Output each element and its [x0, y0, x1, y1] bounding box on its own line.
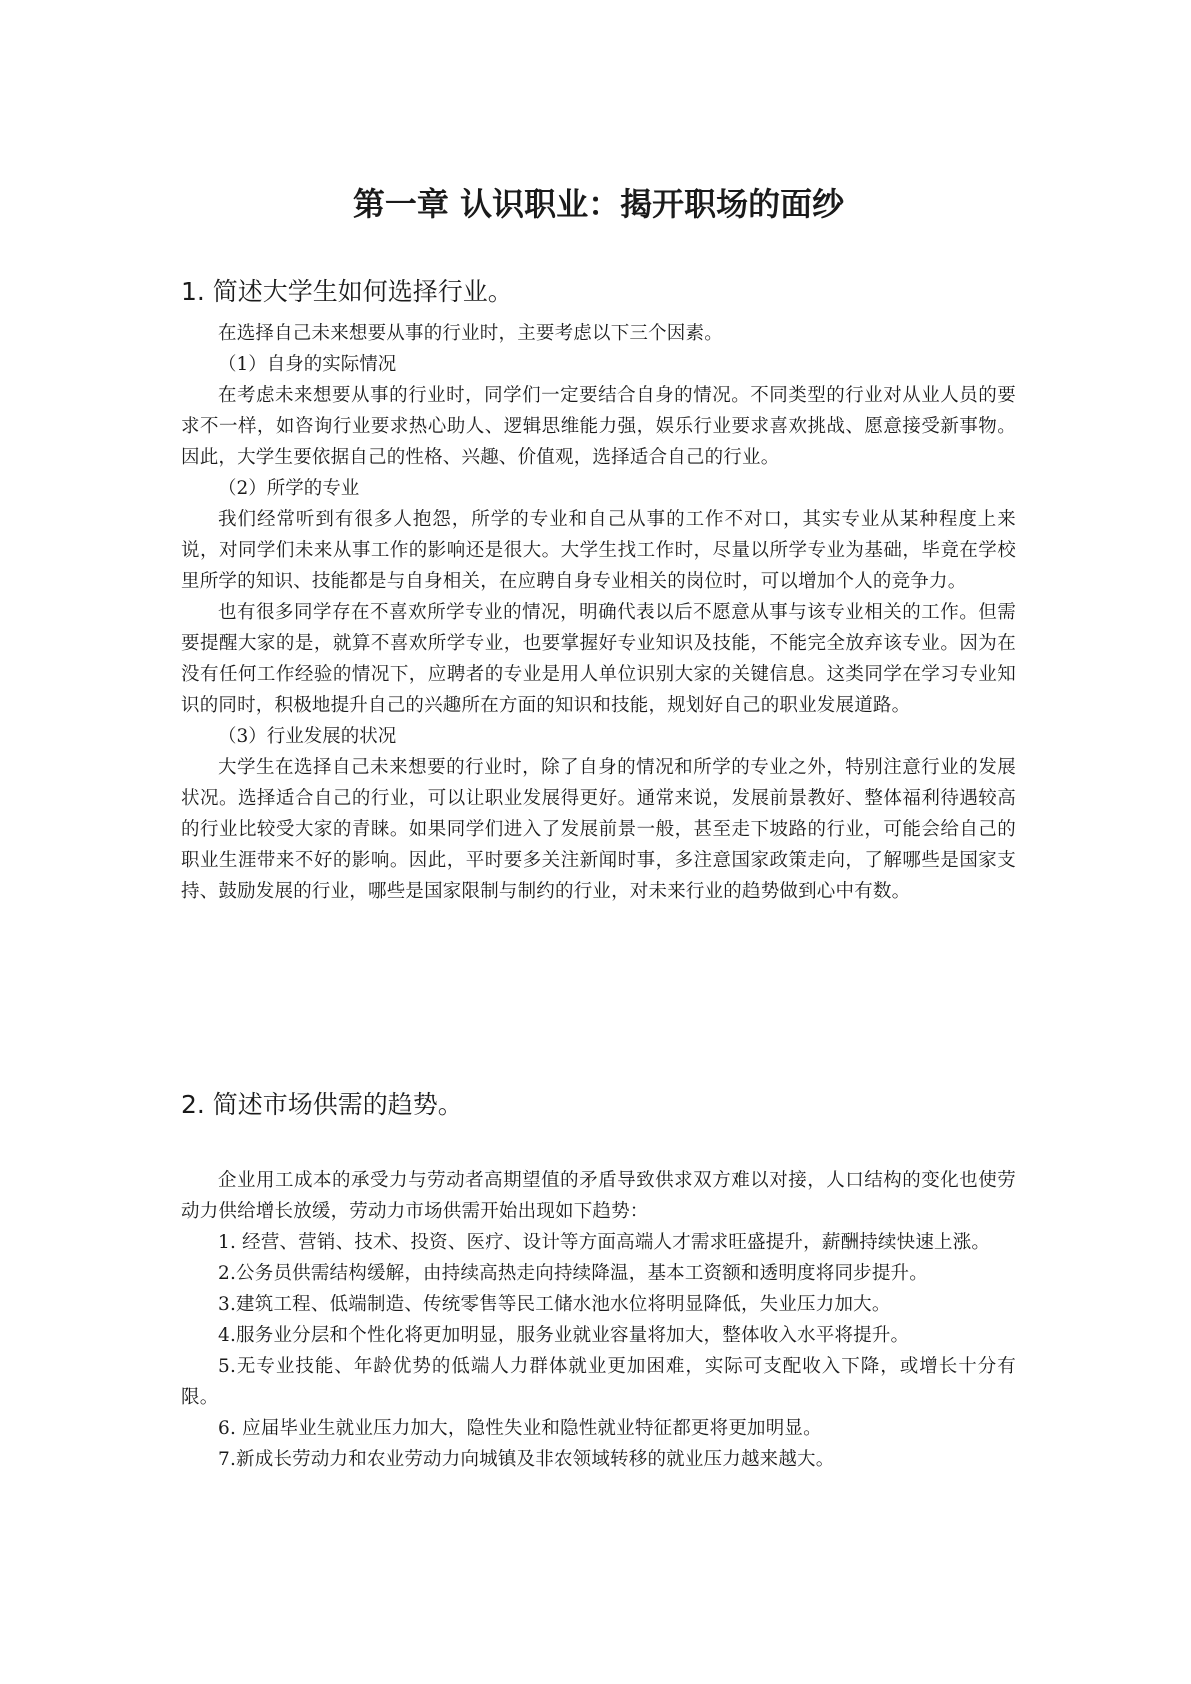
list-item: 5.无专业技能、年龄优势的低端人力群体就业更加困难，实际可支配收入下降，或增长十分有限。: [181, 1356, 1016, 1408]
section-heading: 2. 简述市场供需的趋势。: [181, 1090, 463, 1119]
paragraph: 大学生在选择自己未来想要的行业时，除了自身的情况和所学的专业之外，特别注意行业的发展状况。选择适合自己的行业，可以让职业发展得更好。通常来说，发展前景教好、整体福利待遇较高的行业比较受大家的青睐。如果同学们进入了发展前景一般，甚至走下坡路的行业，可能会给自己的职业生涯带来不好的影响。因此，平时要多关注新闻时事，多注意国家政策走向，了解哪些是国家支持、鼓励发展的行业，哪些是国家限制与制约的行业，对未来行业的趋势做到心中有数。: [181, 757, 1016, 902]
subheading: （3）行业发展的状况: [218, 726, 397, 747]
section-industry-choice: [181, 275, 1016, 907]
list-item: 7.新成长劳动力和农业劳动力向城镇及非农领域转移的就业压力越来越大。: [218, 1449, 835, 1470]
section-heading: 1. 简述大学生如何选择行业。: [181, 277, 513, 306]
subheading: （1）自身的实际情况: [218, 354, 397, 375]
list-item: 3.建筑工程、低端制造、传统零售等民工储水池水位将明显降低，失业压力加大。: [218, 1294, 891, 1315]
list-item: 1. 经营、营销、技术、投资、医疗、设计等方面高端人才需求旺盛提升，薪酬持续快速上涨。: [218, 1232, 991, 1253]
list-item: 4.服务业分层和个性化将更加明显，服务业就业容量将加大，整体收入水平将提升。: [218, 1325, 910, 1346]
paragraph: 企业用工成本的承受力与劳动者高期望值的矛盾导致供求双方难以对接，人口结构的变化也使劳动力供给增长放缓，劳动力市场供需开始出现如下趋势：: [181, 1170, 1016, 1222]
list-item: 6. 应届毕业生就业压力加大，隐性失业和隐性就业特征都更将更加明显。: [218, 1418, 822, 1439]
section-market-trends: [181, 1088, 1016, 1475]
chapter-title: 第一章 认识职业：揭开职场的面纱: [352, 185, 845, 223]
subheading: （2）所学的专业: [218, 478, 360, 499]
paragraph: 在选择自己未来想要从事的行业时，主要考虑以下三个因素。: [218, 323, 723, 344]
paragraph: 我们经常听到有很多人抱怨，所学的专业和自己从事的工作不对口，其实专业从某种程度上来说，对同学们未来从事工作的影响还是很大。大学生找工作时，尽量以所学专业为基础，毕竟在学校里所学的知识、技能都是与自身相关，在应聘自身专业相关的岗位时，可以增加个人的竞争力。: [181, 509, 1016, 592]
list-item: 2.公务员供需结构缓解，由持续高热走向持续降温，基本工资额和透明度将同步提升。: [218, 1263, 928, 1284]
paragraph: 在考虑未来想要从事的行业时，同学们一定要结合自身的情况。不同类型的行业对从业人员的要求不一样，如咨询行业要求热心助人、逻辑思维能力强，娱乐行业要求喜欢挑战、愿意接受新事物。因此，大学生要依据自己的性格、兴趣、价值观，选择适合自己的行业。: [181, 385, 1016, 468]
paragraph: 也有很多同学存在不喜欢所学专业的情况，明确代表以后不愿意从事与该专业相关的工作。但需要提醒大家的是，就算不喜欢所学专业，也要掌握好专业知识及技能，不能完全放弃该专业。因为在没有任何工作经验的情况下，应聘者的专业是用人单位识别大家的关键信息。这类同学在学习专业知识的同时，积极地提升自己的兴趣所在方面的知识和技能，规划好自己的职业发展道路。: [181, 602, 1016, 716]
